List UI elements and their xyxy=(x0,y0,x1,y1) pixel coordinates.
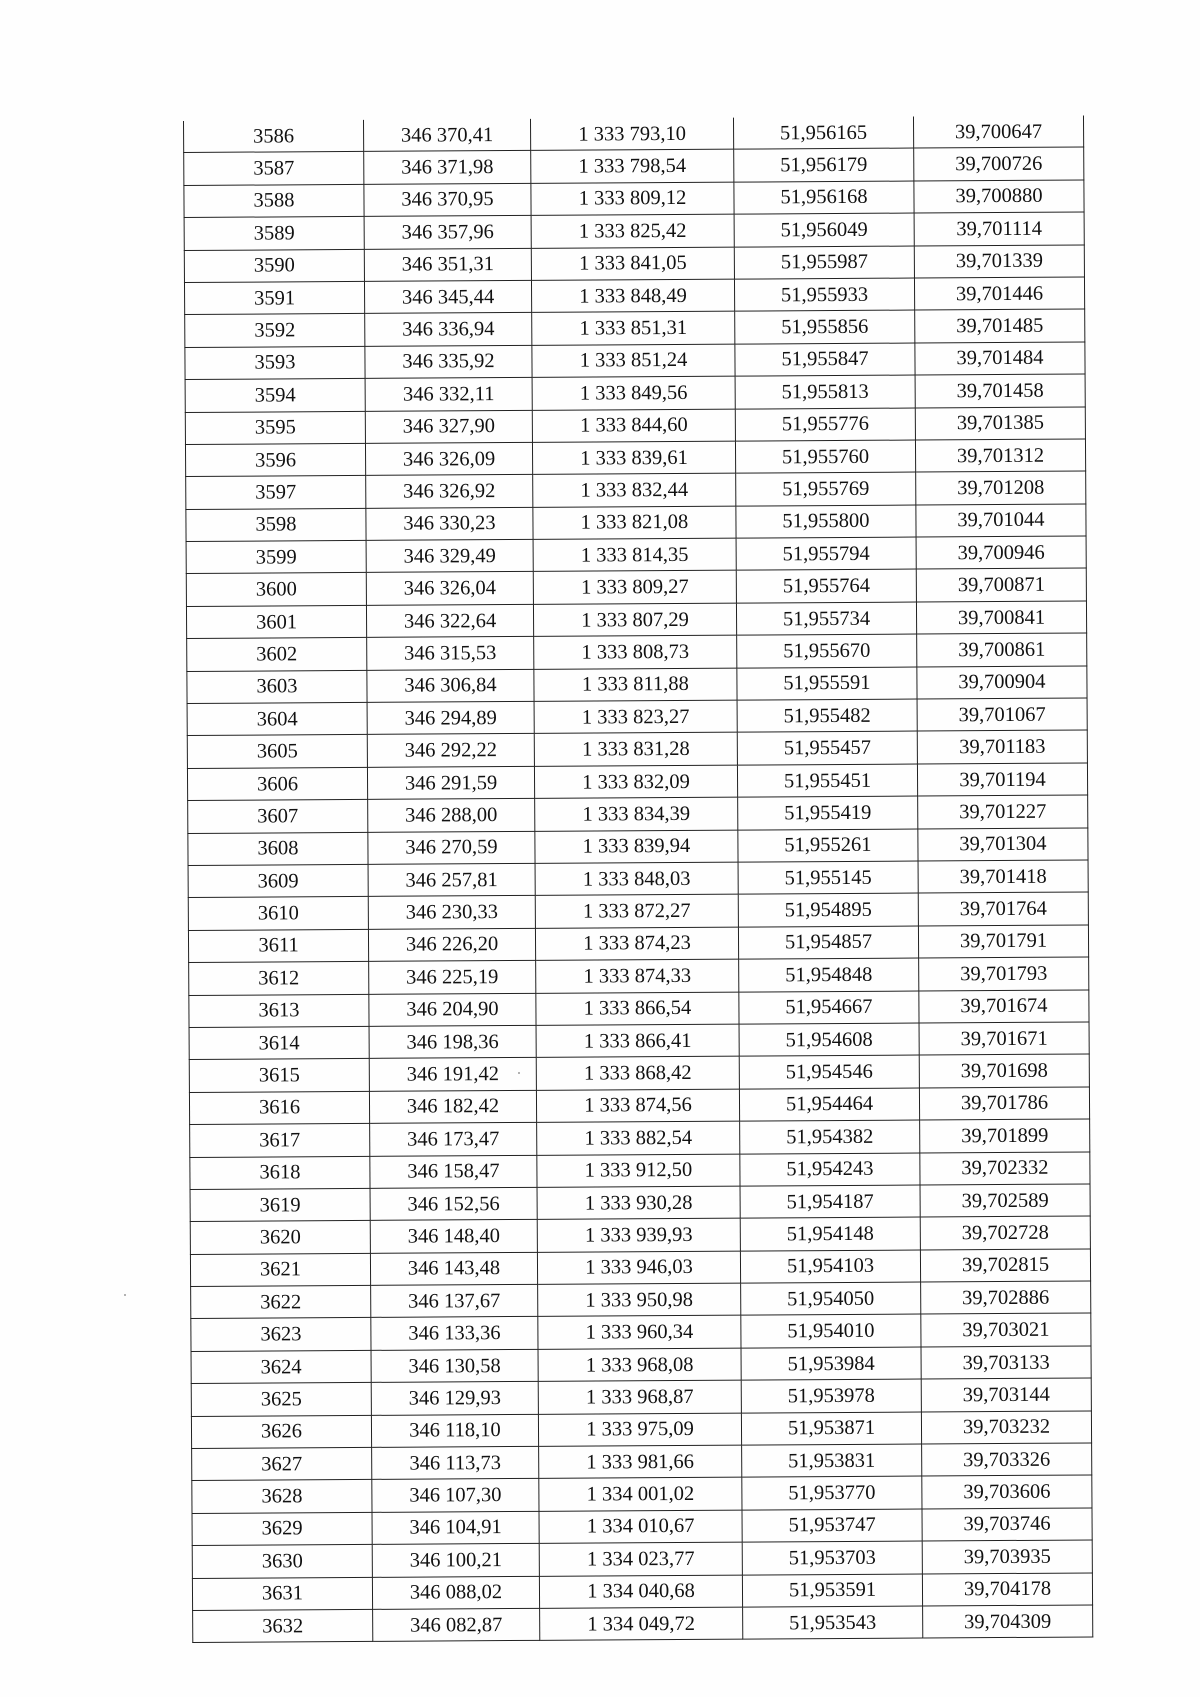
point-number-cell: 3615 xyxy=(189,1059,369,1092)
longitude-cell: 39,701044 xyxy=(916,504,1086,537)
point-number-cell: 3628 xyxy=(192,1480,372,1513)
x-coordinate-cell: 346 371,98 xyxy=(364,151,531,184)
longitude-cell: 39,703133 xyxy=(921,1346,1091,1379)
table-row xyxy=(192,1475,1092,1513)
x-coordinate-cell: 346 137,67 xyxy=(371,1284,538,1317)
longitude-cell: 39,701339 xyxy=(914,245,1084,278)
latitude-cell: 51,954243 xyxy=(740,1153,920,1186)
x-coordinate-cell: 346 326,92 xyxy=(366,475,533,508)
longitude-cell: 39,700841 xyxy=(916,601,1086,634)
longitude-cell: 39,701208 xyxy=(916,471,1086,504)
y-coordinate-cell: 1 333 834,39 xyxy=(535,797,738,831)
x-coordinate-cell: 346 330,23 xyxy=(366,507,533,540)
y-coordinate-cell: 1 333 960,34 xyxy=(538,1316,741,1350)
latitude-cell: 51,953543 xyxy=(743,1606,923,1639)
latitude-cell: 51,953591 xyxy=(742,1574,922,1607)
y-coordinate-cell: 1 333 809,27 xyxy=(533,571,736,605)
x-coordinate-cell: 346 204,90 xyxy=(369,993,536,1026)
table-row xyxy=(187,730,1087,768)
longitude-cell: 39,701484 xyxy=(915,342,1085,375)
latitude-cell: 51,953978 xyxy=(741,1379,921,1412)
point-number-cell: 3597 xyxy=(186,476,366,509)
point-number-cell: 3619 xyxy=(190,1188,370,1221)
table-row xyxy=(193,1605,1093,1643)
latitude-cell: 51,955261 xyxy=(738,829,918,862)
longitude-cell: 39,701899 xyxy=(920,1119,1090,1152)
y-coordinate-cell: 1 334 040,68 xyxy=(539,1575,742,1609)
y-coordinate-cell: 1 333 831,28 xyxy=(534,733,737,767)
point-number-cell: 3625 xyxy=(191,1383,371,1416)
longitude-cell: 39,700871 xyxy=(916,568,1086,601)
latitude-cell: 51,953770 xyxy=(742,1476,922,1509)
x-coordinate-cell: 346 335,92 xyxy=(365,345,532,378)
table-row xyxy=(187,633,1087,671)
x-coordinate-cell: 346 351,31 xyxy=(364,248,531,281)
table-row xyxy=(192,1540,1092,1578)
point-number-cell: 3612 xyxy=(189,962,369,995)
table-row xyxy=(189,1087,1089,1125)
point-number-cell: 3593 xyxy=(185,346,365,379)
longitude-cell: 39,701764 xyxy=(918,892,1088,925)
point-number-cell: 3609 xyxy=(188,864,368,897)
x-coordinate-cell: 346 152,56 xyxy=(370,1187,537,1220)
longitude-cell: 39,701227 xyxy=(918,795,1088,828)
table-row xyxy=(184,245,1084,283)
x-coordinate-cell: 346 191,42 xyxy=(369,1058,536,1091)
latitude-cell: 51,954382 xyxy=(740,1120,920,1153)
latitude-cell: 51,954010 xyxy=(741,1314,921,1347)
y-coordinate-cell: 1 333 874,33 xyxy=(536,959,739,993)
longitude-cell: 39,704178 xyxy=(922,1573,1092,1606)
longitude-cell: 39,703144 xyxy=(921,1378,1091,1411)
x-coordinate-cell: 346 173,47 xyxy=(370,1122,537,1155)
latitude-cell: 51,955419 xyxy=(738,796,918,829)
table-row xyxy=(188,795,1088,833)
y-coordinate-cell: 1 333 874,56 xyxy=(536,1089,739,1123)
table-row xyxy=(186,471,1086,509)
x-coordinate-cell: 346 198,36 xyxy=(369,1025,536,1058)
x-coordinate-cell: 346 370,95 xyxy=(364,183,531,216)
longitude-cell: 39,702886 xyxy=(921,1281,1091,1314)
x-coordinate-cell: 346 329,49 xyxy=(366,539,533,572)
point-number-cell: 3600 xyxy=(186,573,366,606)
scan-speck xyxy=(124,1294,126,1296)
y-coordinate-cell: 1 333 939,93 xyxy=(537,1218,740,1252)
point-number-cell: 3589 xyxy=(184,217,364,250)
longitude-cell: 39,703935 xyxy=(922,1540,1092,1573)
point-number-cell: 3605 xyxy=(187,735,367,768)
latitude-cell: 51,954848 xyxy=(739,958,919,991)
latitude-cell: 51,955764 xyxy=(736,569,916,602)
point-number-cell: 3607 xyxy=(188,800,368,833)
point-number-cell: 3595 xyxy=(185,411,365,444)
x-coordinate-cell: 346 230,33 xyxy=(368,896,535,929)
y-coordinate-cell: 1 333 825,42 xyxy=(531,214,734,248)
latitude-cell: 51,956165 xyxy=(733,117,913,150)
latitude-cell: 51,954187 xyxy=(740,1185,920,1218)
table-row xyxy=(187,763,1087,801)
latitude-cell: 51,955847 xyxy=(735,343,915,376)
longitude-cell: 39,702728 xyxy=(920,1216,1090,1249)
x-coordinate-cell: 346 130,58 xyxy=(371,1349,538,1382)
y-coordinate-cell: 1 333 866,41 xyxy=(536,1024,739,1058)
longitude-cell: 39,703021 xyxy=(921,1313,1091,1346)
table-row xyxy=(192,1573,1092,1611)
table-row xyxy=(191,1411,1091,1449)
y-coordinate-cell: 1 333 807,29 xyxy=(533,603,736,637)
latitude-cell: 51,954857 xyxy=(738,926,918,959)
coordinates-table-body xyxy=(183,115,1092,1642)
latitude-cell: 51,954667 xyxy=(739,991,919,1024)
latitude-cell: 51,955734 xyxy=(736,602,916,635)
longitude-cell: 39,701312 xyxy=(915,439,1085,472)
y-coordinate-cell: 1 333 968,08 xyxy=(538,1348,741,1382)
point-number-cell: 3632 xyxy=(193,1609,373,1642)
point-number-cell: 3629 xyxy=(192,1512,372,1545)
longitude-cell: 39,703232 xyxy=(921,1411,1091,1444)
y-coordinate-cell: 1 333 849,56 xyxy=(532,376,735,410)
point-number-cell: 3630 xyxy=(192,1545,372,1578)
table-row xyxy=(185,309,1085,347)
table-row xyxy=(191,1378,1091,1416)
latitude-cell: 51,954148 xyxy=(740,1217,920,1250)
latitude-cell: 51,955760 xyxy=(735,440,915,473)
longitude-cell: 39,700946 xyxy=(916,536,1086,569)
y-coordinate-cell: 1 333 798,54 xyxy=(531,150,734,184)
longitude-cell: 39,701698 xyxy=(919,1054,1089,1087)
point-number-cell: 3608 xyxy=(188,832,368,865)
x-coordinate-cell: 346 226,20 xyxy=(368,928,535,961)
y-coordinate-cell: 1 333 975,09 xyxy=(538,1413,741,1447)
y-coordinate-cell: 1 334 023,77 xyxy=(539,1542,742,1576)
longitude-cell: 39,701791 xyxy=(918,925,1088,958)
y-coordinate-cell: 1 333 832,09 xyxy=(534,765,737,799)
latitude-cell: 51,955769 xyxy=(736,472,916,505)
point-number-cell: 3602 xyxy=(187,638,367,671)
longitude-cell: 39,701385 xyxy=(915,407,1085,440)
longitude-cell: 39,700861 xyxy=(917,633,1087,666)
table-row xyxy=(186,568,1086,606)
table-row xyxy=(188,892,1088,930)
x-coordinate-cell: 346 345,44 xyxy=(364,280,531,313)
point-number-cell: 3587 xyxy=(184,152,364,185)
longitude-cell: 39,701067 xyxy=(917,698,1087,731)
longitude-cell: 39,701671 xyxy=(919,1022,1089,1055)
longitude-cell: 39,702589 xyxy=(920,1184,1090,1217)
y-coordinate-cell: 1 333 839,61 xyxy=(532,441,735,475)
x-coordinate-cell: 346 158,47 xyxy=(370,1155,537,1188)
x-coordinate-cell: 346 148,40 xyxy=(370,1220,537,1253)
y-coordinate-cell: 1 333 874,23 xyxy=(535,927,738,961)
x-coordinate-cell: 346 292,22 xyxy=(367,734,534,767)
table-row xyxy=(184,212,1084,250)
y-coordinate-cell: 1 333 930,28 xyxy=(537,1186,740,1220)
x-coordinate-cell: 346 306,84 xyxy=(367,669,534,702)
point-number-cell: 3594 xyxy=(185,379,365,412)
point-number-cell: 3616 xyxy=(189,1091,369,1124)
y-coordinate-cell: 1 333 950,98 xyxy=(538,1283,741,1317)
point-number-cell: 3622 xyxy=(191,1285,371,1318)
latitude-cell: 51,956049 xyxy=(734,213,914,246)
x-coordinate-cell: 346 082,87 xyxy=(373,1608,540,1641)
latitude-cell: 51,955591 xyxy=(737,667,917,700)
latitude-cell: 51,955813 xyxy=(735,375,915,408)
latitude-cell: 51,954050 xyxy=(741,1282,921,1315)
point-number-cell: 3604 xyxy=(187,702,367,735)
table-row xyxy=(189,1022,1089,1060)
longitude-cell: 39,701114 xyxy=(914,212,1084,245)
table-row xyxy=(185,374,1085,412)
table-row xyxy=(191,1313,1091,1351)
y-coordinate-cell: 1 334 010,67 xyxy=(539,1510,742,1544)
x-coordinate-cell: 346 143,48 xyxy=(370,1252,537,1285)
table-row xyxy=(191,1346,1091,1384)
y-coordinate-cell: 1 333 841,05 xyxy=(531,247,734,281)
x-coordinate-cell: 346 291,59 xyxy=(367,766,534,799)
table-row xyxy=(190,1249,1090,1287)
x-coordinate-cell: 346 336,94 xyxy=(365,313,532,346)
y-coordinate-cell: 1 333 882,54 xyxy=(537,1121,740,1155)
table-row xyxy=(184,147,1084,185)
longitude-cell: 39,701786 xyxy=(919,1087,1089,1120)
latitude-cell: 51,955482 xyxy=(737,699,917,732)
longitude-cell: 39,700904 xyxy=(917,666,1087,699)
x-coordinate-cell: 346 107,30 xyxy=(372,1479,539,1512)
table-row xyxy=(185,439,1085,477)
latitude-cell: 51,953703 xyxy=(742,1541,922,1574)
point-number-cell: 3627 xyxy=(192,1447,372,1480)
longitude-cell: 39,701793 xyxy=(919,957,1089,990)
x-coordinate-cell: 346 257,81 xyxy=(368,863,535,896)
y-coordinate-cell: 1 333 844,60 xyxy=(532,409,735,443)
point-number-cell: 3606 xyxy=(187,767,367,800)
table-row xyxy=(188,828,1088,866)
table-row xyxy=(190,1216,1090,1254)
point-number-cell: 3624 xyxy=(191,1350,371,1383)
table-row xyxy=(188,925,1088,963)
latitude-cell: 51,955987 xyxy=(734,246,914,279)
y-coordinate-cell: 1 333 946,03 xyxy=(537,1251,740,1285)
latitude-cell: 51,953984 xyxy=(741,1347,921,1380)
longitude-cell: 39,702815 xyxy=(920,1249,1090,1282)
table-row xyxy=(191,1281,1091,1319)
x-coordinate-cell: 346 133,36 xyxy=(371,1317,538,1350)
longitude-cell: 39,701485 xyxy=(915,309,1085,342)
table-row xyxy=(185,342,1085,380)
longitude-cell: 39,703326 xyxy=(922,1443,1092,1476)
point-number-cell: 3626 xyxy=(191,1415,371,1448)
latitude-cell: 51,954546 xyxy=(739,1055,919,1088)
x-coordinate-cell: 346 326,09 xyxy=(365,442,532,475)
point-number-cell: 3613 xyxy=(189,994,369,1027)
table-row xyxy=(186,536,1086,574)
table-row xyxy=(187,698,1087,736)
y-coordinate-cell: 1 333 868,42 xyxy=(536,1056,739,1090)
longitude-cell: 39,700880 xyxy=(914,180,1084,213)
x-coordinate-cell: 346 327,90 xyxy=(365,410,532,443)
table-row xyxy=(192,1443,1092,1481)
table-row xyxy=(189,957,1089,995)
longitude-cell: 39,704309 xyxy=(923,1605,1093,1638)
longitude-cell: 39,701458 xyxy=(915,374,1085,407)
y-coordinate-cell: 1 333 832,44 xyxy=(533,473,736,507)
y-coordinate-cell: 1 333 793,10 xyxy=(530,118,733,151)
y-coordinate-cell: 1 333 809,12 xyxy=(531,182,734,216)
point-number-cell: 3598 xyxy=(186,508,366,541)
point-number-cell: 3631 xyxy=(192,1577,372,1610)
x-coordinate-cell: 346 288,00 xyxy=(368,799,535,832)
latitude-cell: 51,954464 xyxy=(739,1088,919,1121)
x-coordinate-cell: 346 088,02 xyxy=(372,1576,539,1609)
table-row xyxy=(186,601,1086,639)
latitude-cell: 51,953831 xyxy=(742,1444,922,1477)
longitude-cell: 39,701194 xyxy=(917,763,1087,796)
point-number-cell: 3603 xyxy=(187,670,367,703)
y-coordinate-cell: 1 333 848,49 xyxy=(531,279,734,313)
table-row xyxy=(190,1184,1090,1222)
point-number-cell: 3588 xyxy=(184,184,364,217)
longitude-cell: 39,701418 xyxy=(918,860,1088,893)
latitude-cell: 51,955457 xyxy=(737,731,917,764)
scan-speck xyxy=(518,1072,520,1074)
y-coordinate-cell: 1 334 001,02 xyxy=(539,1478,742,1512)
table-row xyxy=(187,666,1087,704)
table-row xyxy=(189,990,1089,1028)
longitude-cell: 39,700726 xyxy=(914,147,1084,180)
x-coordinate-cell: 346 322,64 xyxy=(366,604,533,637)
table-row xyxy=(190,1151,1090,1189)
longitude-cell: 39,701183 xyxy=(917,730,1087,763)
point-number-cell: 3618 xyxy=(190,1156,370,1189)
x-coordinate-cell: 346 118,10 xyxy=(371,1414,538,1447)
y-coordinate-cell: 1 333 851,31 xyxy=(532,311,735,345)
longitude-cell: 39,702332 xyxy=(920,1151,1090,1184)
latitude-cell: 51,955856 xyxy=(735,310,915,343)
latitude-cell: 51,954895 xyxy=(738,893,918,926)
y-coordinate-cell: 1 333 811,88 xyxy=(534,668,737,702)
x-coordinate-cell: 346 225,19 xyxy=(369,961,536,994)
x-coordinate-cell: 346 332,11 xyxy=(365,377,532,410)
x-coordinate-cell: 346 370,41 xyxy=(363,119,530,152)
y-coordinate-cell: 1 333 808,73 xyxy=(534,635,737,669)
latitude-cell: 51,955776 xyxy=(735,408,915,441)
table-row xyxy=(192,1508,1092,1546)
y-coordinate-cell: 1 333 839,94 xyxy=(535,830,738,864)
latitude-cell: 51,953871 xyxy=(741,1412,921,1445)
point-number-cell: 3623 xyxy=(191,1318,371,1351)
latitude-cell: 51,955800 xyxy=(736,505,916,538)
x-coordinate-cell: 346 326,04 xyxy=(366,572,533,605)
point-number-cell: 3590 xyxy=(184,249,364,282)
point-number-cell: 3599 xyxy=(186,540,366,573)
y-coordinate-cell: 1 333 823,27 xyxy=(534,700,737,734)
y-coordinate-cell: 1 333 866,54 xyxy=(536,992,739,1026)
latitude-cell: 51,954608 xyxy=(739,1023,919,1056)
point-number-cell: 3621 xyxy=(190,1253,370,1286)
latitude-cell: 51,955670 xyxy=(737,634,917,667)
longitude-cell: 39,701446 xyxy=(914,277,1084,310)
point-number-cell: 3614 xyxy=(189,1026,369,1059)
y-coordinate-cell: 1 334 049,72 xyxy=(540,1607,743,1641)
latitude-cell: 51,955145 xyxy=(738,861,918,894)
point-number-cell: 3617 xyxy=(190,1123,370,1156)
x-coordinate-cell: 346 113,73 xyxy=(372,1446,539,1479)
latitude-cell: 51,954103 xyxy=(740,1250,920,1283)
latitude-cell: 51,955933 xyxy=(734,278,914,311)
longitude-cell: 39,700647 xyxy=(913,115,1083,148)
y-coordinate-cell: 1 333 968,87 xyxy=(538,1380,741,1414)
y-coordinate-cell: 1 333 981,66 xyxy=(539,1445,742,1479)
point-number-cell: 3596 xyxy=(185,443,365,476)
coordinates-table xyxy=(183,115,1093,1643)
point-number-cell: 3592 xyxy=(185,314,365,347)
x-coordinate-cell: 346 100,21 xyxy=(372,1544,539,1577)
table-row xyxy=(184,277,1084,315)
table-row xyxy=(188,860,1088,898)
point-number-cell: 3610 xyxy=(188,897,368,930)
point-number-cell: 3620 xyxy=(190,1221,370,1254)
y-coordinate-cell: 1 333 851,24 xyxy=(532,344,735,378)
y-coordinate-cell: 1 333 814,35 xyxy=(533,538,736,572)
table-row xyxy=(189,1054,1089,1092)
latitude-cell: 51,955794 xyxy=(736,537,916,570)
y-coordinate-cell: 1 333 872,27 xyxy=(535,894,738,928)
y-coordinate-cell: 1 333 848,03 xyxy=(535,862,738,896)
point-number-cell: 3601 xyxy=(186,605,366,638)
latitude-cell: 51,956168 xyxy=(734,181,914,214)
y-coordinate-cell: 1 333 821,08 xyxy=(533,506,736,540)
x-coordinate-cell: 346 129,93 xyxy=(371,1382,538,1415)
y-coordinate-cell: 1 333 912,50 xyxy=(537,1154,740,1188)
longitude-cell: 39,701674 xyxy=(919,990,1089,1023)
latitude-cell: 51,956179 xyxy=(734,148,914,181)
point-number-cell: 3586 xyxy=(183,120,363,153)
latitude-cell: 51,953747 xyxy=(742,1509,922,1542)
x-coordinate-cell: 346 182,42 xyxy=(369,1090,536,1123)
latitude-cell: 51,955451 xyxy=(737,764,917,797)
longitude-cell: 39,701304 xyxy=(918,828,1088,861)
point-number-cell: 3591 xyxy=(184,281,364,314)
table-row xyxy=(184,180,1084,218)
table-row xyxy=(185,407,1085,445)
x-coordinate-cell: 346 357,96 xyxy=(364,216,531,249)
x-coordinate-cell: 346 294,89 xyxy=(367,701,534,734)
table-row xyxy=(186,504,1086,542)
longitude-cell: 39,703606 xyxy=(922,1475,1092,1508)
x-coordinate-cell: 346 270,59 xyxy=(368,831,535,864)
table-row xyxy=(190,1119,1090,1157)
x-coordinate-cell: 346 104,91 xyxy=(372,1511,539,1544)
x-coordinate-cell: 346 315,53 xyxy=(367,637,534,670)
longitude-cell: 39,703746 xyxy=(922,1508,1092,1541)
point-number-cell: 3611 xyxy=(188,929,368,962)
